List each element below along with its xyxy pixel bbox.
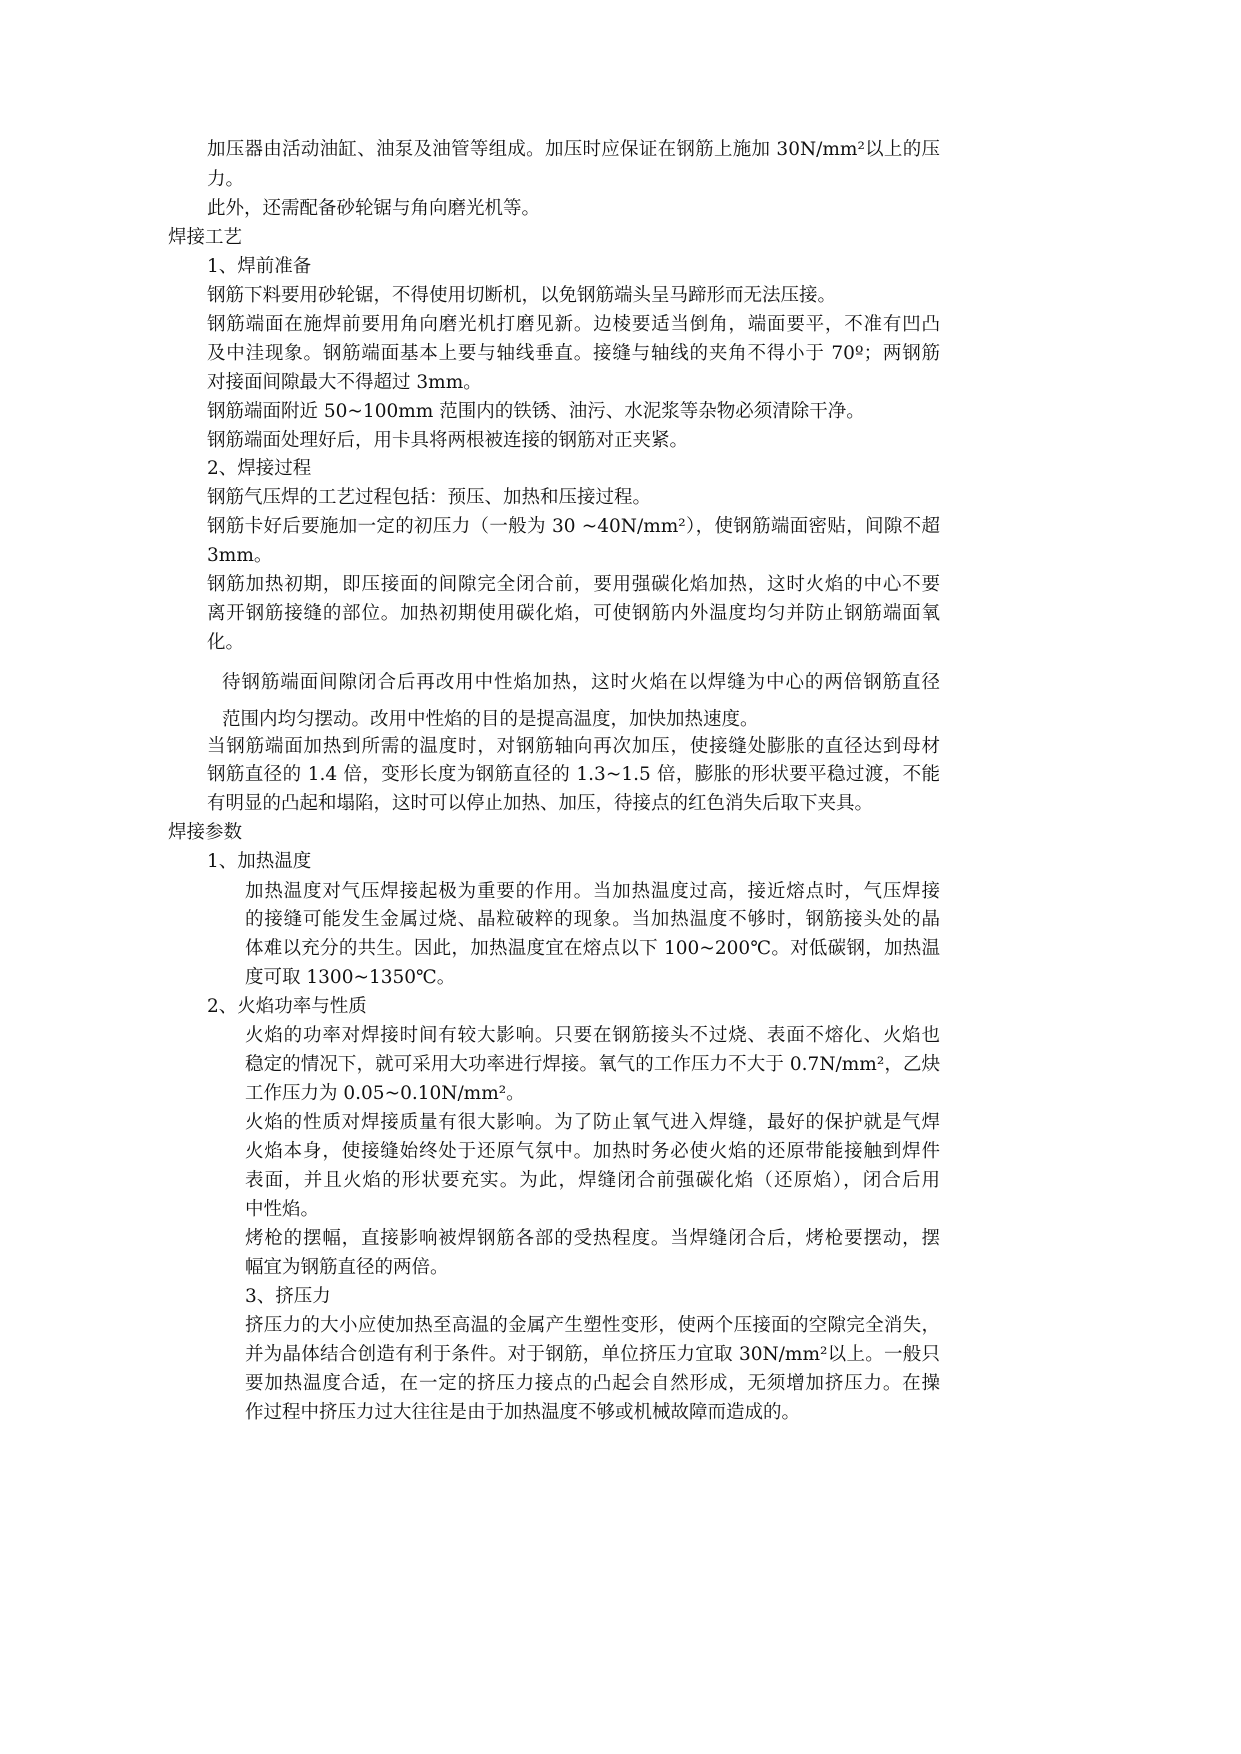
body-line: 有明显的凸起和塌陷，这时可以停止加热、加压，待接点的红色消失后取下夹具。 <box>207 793 874 814</box>
body-line: 并为晶体结合创造有利于条件。对于钢筋，单位挤压力宜取 30N/mm²以上。一般只 <box>245 1344 940 1365</box>
body-line: 稳定的情况下，就可采用大功率进行焊接。氧气的工作压力不大于 0.7N/mm²，乙炔 <box>245 1054 940 1075</box>
body-line: 体难以充分的共生。因此，加热温度宜在熔点以下 100~200℃。对低碳钢，加热温 <box>245 938 940 959</box>
body-line: 钢筋气压焊的工艺过程包括：预压、加热和压接过程。 <box>207 487 652 508</box>
body-line: 离开钢筋接缝的部位。加热初期使用碳化焰，可使钢筋内外温度均匀并防止钢筋端面氧 <box>207 603 940 624</box>
body-line: 钢筋直径的 1.4 倍，变形长度为钢筋直径的 1.3~1.5 倍，膨胀的形状要平稳过渡，不能 <box>207 764 940 785</box>
subheading-flame-power-and-nature: 2、火焰功率与性质 <box>207 996 367 1017</box>
body-line: 当钢筋端面加热到所需的温度时，对钢筋轴向再次加压，使接缝处膨胀的直径达到母材 <box>207 736 940 757</box>
body-line: 火焰的性质对焊接质量有很大影响。为了防止氧气进入焊缝，最好的保护就是气焊 <box>245 1112 940 1133</box>
body-line: 要加热温度合适，在一定的挤压力接点的凸起会自然形成，无须增加挤压力。在操 <box>245 1373 940 1394</box>
subheading-heating-temperature: 1、加热温度 <box>207 851 312 872</box>
body-line: 钢筋端面在施焊前要用角向磨光机打磨见新。边棱要适当倒角，端面要平，不准有凹凸 <box>207 314 940 335</box>
body-line: 范围内均匀摆动。改用中性焰的目的是提高温度，加快加热速度。 <box>222 709 759 730</box>
body-line: 幅宜为钢筋直径的两倍。 <box>245 1257 449 1278</box>
subheading-extrusion-pressure: 3、挤压力 <box>245 1286 331 1307</box>
body-line: 工作压力为 0.05~0.10N/mm²。 <box>245 1083 525 1104</box>
body-line: 的接缝可能发生金属过烧、晶粒破粹的现象。当加热温度不够时，钢筋接头处的晶 <box>245 909 940 930</box>
subheading-welding-process-steps: 2、焊接过程 <box>207 458 312 479</box>
body-line: 中性焰。 <box>245 1199 320 1220</box>
body-line: 此外，还需配备砂轮锯与角向磨光机等。 <box>207 198 541 219</box>
body-line: 钢筋端面附近 50~100mm 范围内的铁锈、油污、水泥浆等杂物必须清除干净。 <box>207 401 865 422</box>
body-line: 火焰本身，使接缝始终处于还原气氛中。加热时务必使火焰的还原带能接触到焊件 <box>245 1141 940 1162</box>
section-heading-welding-parameters: 焊接参数 <box>168 822 243 843</box>
body-line: 力。 <box>207 169 245 190</box>
body-line: 火焰的功率对焊接时间有较大影响。只要在钢筋接头不过烧、表面不熔化、火焰也 <box>245 1025 940 1046</box>
body-line: 钢筋端面处理好后，用卡具将两根被连接的钢筋对正夹紧。 <box>207 430 689 451</box>
body-line: 钢筋下料要用砂轮锯，不得使用切断机，以免钢筋端头呈马蹄形而无法压接。 <box>207 285 837 306</box>
section-heading-welding-process: 焊接工艺 <box>168 227 243 248</box>
body-line: 加热温度对气压焊接起极为重要的作用。当加热温度过高，接近熔点时，气压焊接 <box>245 881 940 902</box>
body-line: 钢筋卡好后要施加一定的初压力（一般为 30 ~40N/mm²），使钢筋端面密贴，间隙不超 <box>207 516 940 537</box>
body-line: 待钢筋端面间隙闭合后再改用中性焰加热，这时火焰在以焊缝为中心的两倍钢筋直径 <box>222 672 940 693</box>
body-line: 对接面间隙最大不得超过 3mm。 <box>207 372 482 393</box>
body-line: 钢筋加热初期，即压接面的间隙完全闭合前，要用强碳化焰加热，这时火焰的中心不要 <box>207 574 940 595</box>
body-line: 化。 <box>207 632 245 653</box>
body-line: 加压器由活动油缸、油泵及油管等组成。加压时应保证在钢筋上施加 30N/mm²以上的压 <box>207 139 940 160</box>
subheading-pre-weld-preparation: 1、焊前准备 <box>207 256 312 277</box>
body-line: 挤压力的大小应使加热至高温的金属产生塑性变形，使两个压接面的空隙完全消失， <box>245 1315 940 1336</box>
body-line: 度可取 1300~1350℃。 <box>245 967 456 988</box>
body-line: 表面，并且火焰的形状要充实。为此，焊缝闭合前强碳化焰（还原焰），闭合后用 <box>245 1170 940 1191</box>
body-line: 烤枪的摆幅，直接影响被焊钢筋各部的受热程度。当焊缝闭合后，烤枪要摆动，摆 <box>245 1228 940 1249</box>
body-line: 及中洼现象。钢筋端面基本上要与轴线垂直。接缝与轴线的夹角不得小于 70º；两钢筋 <box>207 343 940 364</box>
body-line: 3mm。 <box>207 545 273 566</box>
body-line: 作过程中挤压力过大往往是由于加热温度不够或机械故障而造成的。 <box>245 1402 801 1423</box>
